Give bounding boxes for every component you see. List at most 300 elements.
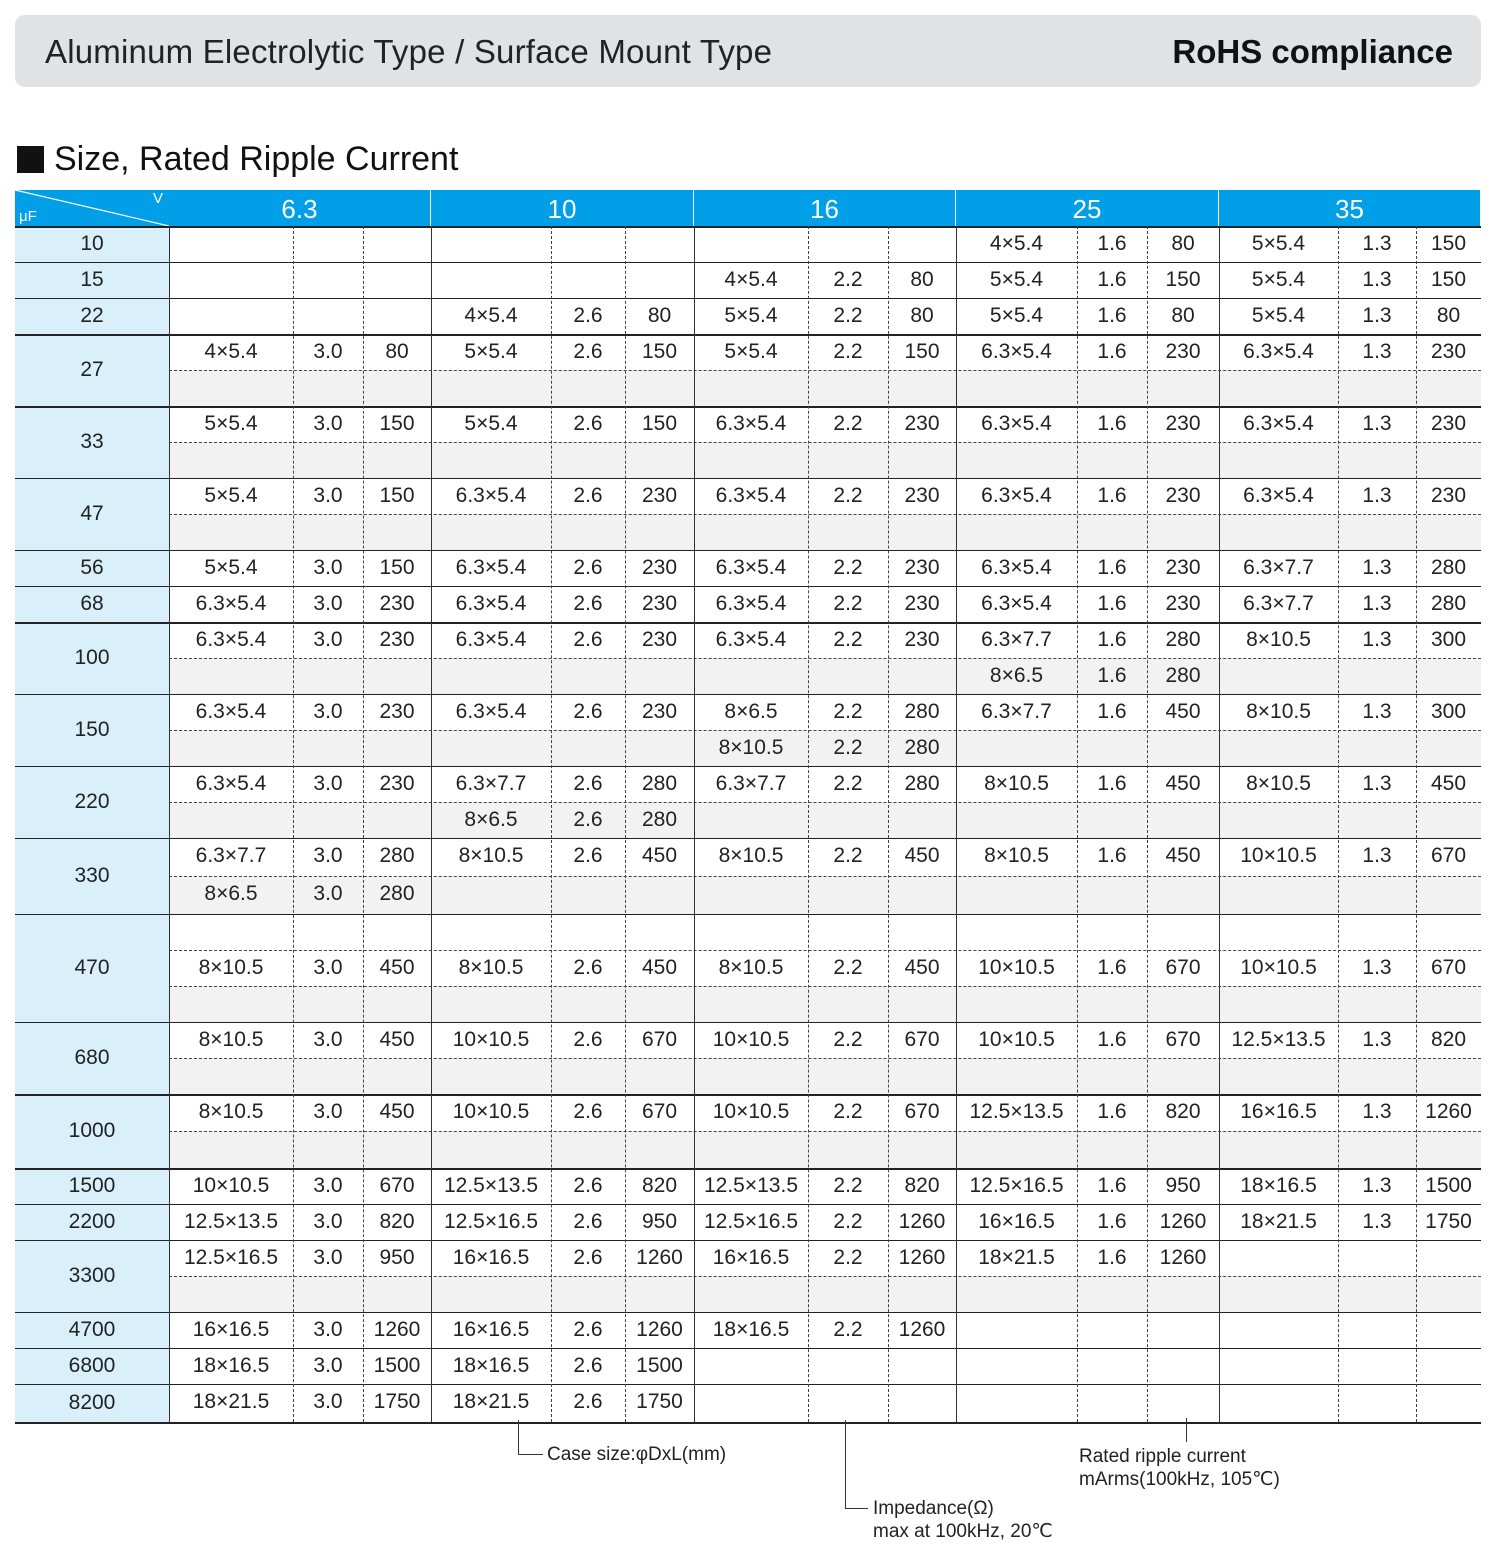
case-size-value: 10×10.5 [1240, 956, 1317, 979]
ripple-current-value: 450 [1430, 772, 1467, 795]
subcolumn-divider [1147, 226, 1148, 1422]
voltage-header-16: 16 [694, 190, 956, 226]
case-size-value: 8×10.5 [458, 844, 524, 867]
voltage-unit-label: V [152, 190, 163, 207]
row-shade-band [169, 802, 1481, 838]
case-size-value: 12.5×16.5 [183, 1246, 278, 1269]
row-border [15, 1422, 1481, 1424]
impedance-value: 2.2 [833, 484, 863, 507]
impedance-value: 1.6 [1097, 1028, 1127, 1051]
capacitance-cell: 330 [15, 838, 169, 914]
capacitance-cell: 6800 [15, 1348, 169, 1384]
ripple-current-value: 280 [904, 736, 940, 759]
row-shade-band [169, 514, 1481, 550]
row-subline-separator [169, 1131, 1481, 1132]
impedance-value: 1.3 [1362, 304, 1392, 327]
row-border [15, 478, 1481, 479]
case-size-value: 16×16.5 [452, 1246, 530, 1269]
impedance-value: 3.0 [313, 556, 343, 579]
capacitance-cell: 56 [15, 550, 169, 586]
impedance-value: 1.6 [1097, 664, 1127, 687]
impedance-value: 1.6 [1097, 1100, 1127, 1123]
case-size-value: 8×10.5 [984, 772, 1049, 795]
case-size-value: 6.3×5.4 [1243, 340, 1314, 363]
case-size-value: 12.5×13.5 [443, 1174, 538, 1197]
impedance-value: 3.0 [313, 1390, 343, 1413]
ripple-current-value: 230 [904, 592, 940, 615]
impedance-value: 2.2 [833, 1028, 863, 1051]
impedance-value: 3.0 [313, 1028, 343, 1051]
impedance-value: 3.0 [313, 412, 343, 435]
ripple-current-value: 230 [641, 556, 678, 579]
capacitance-cell: 68 [15, 586, 169, 622]
impedance-value: 1.6 [1097, 484, 1127, 507]
ripple-current-value: 1260 [373, 1318, 421, 1341]
case-size-value: 8×10.5 [198, 1028, 264, 1051]
impedance-note-line1: Impedance(Ω) [873, 1498, 994, 1519]
ripple-current-value: 280 [1165, 664, 1201, 687]
ripple-current-value: 280 [379, 882, 415, 905]
case-size-value: 6.3×5.4 [981, 484, 1052, 507]
case-size-value: 18×21.5 [452, 1390, 530, 1413]
ripple-current-value: 230 [1430, 340, 1467, 363]
ripple-current-value: 450 [1165, 772, 1201, 795]
group-divider [431, 226, 432, 1422]
case-size-value: 16×16.5 [452, 1318, 530, 1341]
ripple-current-value: 150 [641, 340, 678, 363]
case-size-value: 5×5.4 [464, 340, 518, 363]
ripple-current-value: 1260 [636, 1246, 683, 1269]
case-size-value: 12.5×13.5 [969, 1100, 1064, 1123]
ripple-current-value: 950 [641, 1210, 678, 1233]
ripple-current-value: 280 [641, 808, 678, 831]
case-size-value: 16×16.5 [712, 1246, 790, 1269]
case-size-value: 8×6.5 [204, 882, 258, 905]
row-border [15, 1168, 1481, 1170]
case-size-value: 6.3×7.7 [981, 700, 1052, 723]
ripple-current-value: 450 [904, 844, 940, 867]
voltage-header-25: 25 [956, 190, 1219, 226]
subcolumn-divider [625, 226, 626, 1422]
capacitance-cell: 2200 [15, 1204, 169, 1240]
case-size-value: 6.3×5.4 [455, 556, 527, 579]
case-size-value: 6.3×7.7 [715, 772, 787, 795]
ripple-current-value: 150 [641, 412, 678, 435]
ripple-current-value: 1260 [636, 1318, 683, 1341]
case-size-value: 6.3×5.4 [981, 340, 1052, 363]
ripple-current-value: 1260 [1425, 1100, 1472, 1123]
subcolumn-divider [808, 226, 809, 1422]
ripple-current-value: 820 [1430, 1028, 1467, 1051]
ripple-current-value: 450 [379, 1028, 415, 1051]
row-subline-separator [169, 1058, 1481, 1059]
case-size-value: 6.3×5.4 [195, 772, 267, 795]
capacitance-cell: 1500 [15, 1168, 169, 1204]
impedance-value: 2.6 [573, 592, 603, 615]
case-size-value: 6.3×7.7 [455, 772, 527, 795]
impedance-value: 2.2 [833, 1318, 863, 1341]
impedance-value: 1.3 [1362, 484, 1392, 507]
impedance-value: 2.2 [833, 844, 863, 867]
impedance-value: 1.6 [1097, 772, 1127, 795]
impedance-value: 3.0 [313, 484, 343, 507]
ripple-current-value: 670 [1430, 844, 1467, 867]
case-size-value: 8×10.5 [1246, 700, 1311, 723]
group-divider [956, 226, 957, 1422]
case-size-value: 10×10.5 [978, 956, 1055, 979]
case-size-value: 6.3×5.4 [195, 628, 267, 651]
impedance-value: 2.6 [573, 1354, 603, 1377]
impedance-value: 2.6 [573, 628, 603, 651]
impedance-value: 2.6 [573, 484, 603, 507]
impedance-value: 1.6 [1097, 628, 1127, 651]
case-size-value: 18×16.5 [192, 1354, 270, 1377]
ripple-current-value: 230 [379, 628, 415, 651]
case-size-value: 6.3×5.4 [455, 484, 527, 507]
impedance-value: 2.6 [573, 808, 603, 831]
ripple-current-value: 300 [1430, 700, 1467, 723]
impedance-value: 3.0 [313, 956, 343, 979]
case-size-value: 8×6.5 [464, 808, 518, 831]
impedance-value: 1.6 [1097, 268, 1127, 291]
case-size-value: 6.3×5.4 [1243, 412, 1314, 435]
case-size-value: 18×21.5 [1240, 1210, 1317, 1233]
group-divider [694, 226, 695, 1422]
case-size-value: 16×16.5 [978, 1210, 1055, 1233]
ripple-current-note [1079, 1445, 1280, 1491]
impedance-value: 1.3 [1362, 592, 1392, 615]
case-size-value: 5×5.4 [204, 484, 258, 507]
ripple-current-value: 230 [1430, 412, 1467, 435]
ripple-current-value: 280 [1430, 556, 1467, 579]
impedance-value: 2.6 [573, 956, 603, 979]
case-size-value: 6.3×5.4 [715, 556, 787, 579]
capacitance-cell: 10 [15, 226, 169, 262]
ripple-current-value: 280 [904, 700, 940, 723]
capacitance-cell: 1000 [15, 1094, 169, 1168]
ripple-current-value: 150 [1430, 268, 1467, 291]
row-border [15, 914, 1481, 915]
row-shade-band [169, 1131, 1481, 1168]
impedance-value: 2.2 [833, 736, 863, 759]
impedance-value: 1.3 [1362, 1174, 1392, 1197]
subcolumn-divider [1416, 226, 1417, 1422]
case-size-value: 10×10.5 [1240, 844, 1317, 867]
impedance-value: 1.6 [1097, 1174, 1127, 1197]
case-size-value: 6.3×7.7 [1243, 556, 1314, 579]
impedance-value: 1.3 [1362, 232, 1392, 255]
ripple-current-value: 1260 [898, 1318, 946, 1341]
case-size-value: 6.3×5.4 [455, 592, 527, 615]
ripple-current-value: 230 [641, 592, 678, 615]
capacitance-cell: 150 [15, 694, 169, 766]
row-border [15, 586, 1481, 587]
case-size-leader-line [518, 1420, 543, 1455]
ripple-current-value: 80 [910, 268, 934, 291]
case-size-value: 6.3×7.7 [195, 844, 267, 867]
impedance-value: 2.2 [833, 340, 863, 363]
ripple-current-value: 450 [641, 956, 678, 979]
ripple-current-value: 670 [1430, 956, 1467, 979]
ripple-current-value: 150 [1430, 232, 1467, 255]
impedance-value: 1.3 [1362, 268, 1392, 291]
row-shade-band [169, 442, 1481, 478]
impedance-value: 3.0 [313, 772, 343, 795]
ripple-current-value: 670 [1165, 1028, 1201, 1051]
case-size-value: 12.5×13.5 [1231, 1028, 1326, 1051]
ripple-current-value: 1500 [373, 1354, 421, 1377]
impedance-value: 1.3 [1362, 772, 1392, 795]
ripple-current-value: 230 [1165, 484, 1201, 507]
document-title: Aluminum Electrolytic Type / Surface Mount Type [45, 33, 773, 70]
case-size-value: 6.3×5.4 [1243, 484, 1314, 507]
group-divider [1219, 226, 1220, 1422]
impedance-value: 1.3 [1362, 628, 1392, 651]
impedance-value: 3.0 [313, 700, 343, 723]
row-subline-separator [169, 514, 1481, 515]
subcolumn-divider [293, 226, 294, 1422]
row-border [15, 298, 1481, 299]
case-size-value: 10×10.5 [712, 1100, 790, 1123]
impedance-value: 3.0 [313, 628, 343, 651]
impedance-value: 3.0 [313, 1100, 343, 1123]
impedance-value: 1.3 [1362, 956, 1392, 979]
case-size-value: 6.3×5.4 [195, 592, 267, 615]
ripple-current-value: 230 [379, 700, 415, 723]
black-square-icon [17, 146, 44, 173]
row-shade-band [169, 658, 1481, 694]
impedance-value: 2.2 [833, 304, 863, 327]
capacitance-cell: 27 [15, 334, 169, 406]
ripple-current-value: 670 [641, 1100, 678, 1123]
case-size-value: 18×21.5 [192, 1390, 270, 1413]
row-subline-separator [169, 442, 1481, 443]
case-size-value: 6.3×5.4 [981, 412, 1052, 435]
capacitance-cell: 33 [15, 406, 169, 478]
impedance-value: 3.0 [313, 1318, 343, 1341]
impedance-value: 1.3 [1362, 340, 1392, 363]
row-subline-separator [169, 876, 1481, 877]
impedance-note-line2: max at 100kHz, 20℃ [873, 1521, 1053, 1542]
row-border [15, 1240, 1481, 1241]
impedance-value: 1.6 [1097, 956, 1127, 979]
ripple-leader-line [1186, 1418, 1187, 1442]
row-subline-separator [169, 1276, 1481, 1277]
impedance-value: 3.0 [313, 844, 343, 867]
case-size-value: 5×5.4 [464, 412, 518, 435]
ripple-current-value: 450 [641, 844, 678, 867]
row-shade-band [169, 914, 1481, 950]
impedance-value: 3.0 [313, 882, 343, 905]
case-size-value: 6.3×7.7 [981, 628, 1052, 651]
ripple-current-value: 950 [1165, 1174, 1201, 1197]
row-shade-band [169, 1058, 1481, 1094]
impedance-value: 2.6 [573, 844, 603, 867]
impedance-value: 1.3 [1362, 700, 1392, 723]
ripple-current-value: 450 [1165, 700, 1201, 723]
ripple-current-value: 280 [1165, 628, 1201, 651]
case-size-value: 8×10.5 [1246, 628, 1311, 651]
ripple-current-value: 230 [904, 556, 940, 579]
ripple-current-value: 670 [1165, 956, 1201, 979]
ripple-current-value: 150 [379, 484, 415, 507]
ripple-current-value: 230 [641, 628, 678, 651]
header-bottom-border [15, 226, 1481, 228]
ripple-current-value: 150 [379, 412, 415, 435]
case-size-value: 8×10.5 [718, 956, 784, 979]
case-size-value: 8×10.5 [1246, 772, 1311, 795]
ripple-current-value: 1260 [1159, 1246, 1207, 1269]
row-subline-separator [169, 802, 1481, 803]
impedance-value: 2.2 [833, 1246, 863, 1269]
capacitance-cell: 4700 [15, 1312, 169, 1348]
impedance-value: 1.3 [1362, 412, 1392, 435]
impedance-note [873, 1497, 1053, 1543]
impedance-value: 2.2 [833, 1174, 863, 1197]
case-size-value: 8×6.5 [724, 700, 778, 723]
row-subline-separator [169, 730, 1481, 731]
case-size-value: 8×10.5 [458, 956, 524, 979]
row-subline-separator [169, 658, 1481, 659]
case-size-value: 6.3×5.4 [981, 556, 1052, 579]
case-size-value: 6.3×5.4 [455, 700, 527, 723]
case-size-value: 10×10.5 [452, 1028, 530, 1051]
ripple-current-value: 150 [379, 556, 415, 579]
ripple-current-value: 230 [1165, 556, 1201, 579]
case-size-value: 5×5.4 [724, 340, 778, 363]
impedance-value: 1.6 [1097, 556, 1127, 579]
capacitance-unit-label: μF [19, 208, 37, 225]
case-size-value: 6.3×5.4 [195, 700, 267, 723]
case-size-note: Case size:φDxL(mm) [547, 1444, 727, 1465]
row-border [15, 1204, 1481, 1205]
impedance-value: 2.2 [833, 556, 863, 579]
case-size-value: 6.3×5.4 [455, 628, 527, 651]
case-size-value: 10×10.5 [978, 1028, 1055, 1051]
impedance-value: 1.6 [1097, 304, 1127, 327]
case-size-value: 12.5×16.5 [969, 1174, 1064, 1197]
case-size-value: 6.3×5.4 [715, 484, 787, 507]
ripple-current-value: 670 [904, 1028, 940, 1051]
impedance-value: 3.0 [313, 1246, 343, 1269]
case-size-value: 18×16.5 [1240, 1174, 1317, 1197]
case-size-value: 8×6.5 [989, 664, 1044, 687]
case-size-value: 6.3×5.4 [715, 628, 787, 651]
impedance-value: 2.2 [833, 700, 863, 723]
case-size-value: 5×5.4 [204, 412, 258, 435]
case-size-value: 5×5.4 [724, 304, 778, 327]
impedance-value: 1.6 [1097, 412, 1127, 435]
case-size-value: 16×16.5 [1240, 1100, 1317, 1123]
row-subline-separator [169, 950, 1481, 951]
ripple-current-value: 80 [385, 340, 409, 363]
capacitance-cell: 680 [15, 1022, 169, 1094]
row-border [15, 1094, 1481, 1096]
ripple-current-value: 450 [379, 1100, 415, 1123]
case-size-value: 6.3×5.4 [715, 592, 787, 615]
impedance-value: 2.6 [573, 1028, 603, 1051]
case-size-value: 5×5.4 [989, 304, 1044, 327]
row-shade-band [169, 986, 1481, 1022]
impedance-value: 1.3 [1362, 556, 1392, 579]
impedance-value: 2.2 [833, 956, 863, 979]
ripple-current-value: 230 [641, 484, 678, 507]
ripple-current-value: 450 [1165, 844, 1201, 867]
impedance-value: 1.6 [1097, 1210, 1127, 1233]
impedance-value: 3.0 [313, 592, 343, 615]
impedance-value: 2.6 [573, 340, 603, 363]
ripple-note-line2: mArms(100kHz, 105℃) [1079, 1469, 1280, 1490]
case-size-value: 18×21.5 [978, 1246, 1055, 1269]
case-size-value: 6.3×7.7 [1243, 592, 1314, 615]
ripple-current-value: 230 [904, 628, 940, 651]
subcolumn-divider [1338, 226, 1339, 1422]
ripple-current-value: 1260 [898, 1210, 946, 1233]
impedance-value: 2.2 [833, 592, 863, 615]
impedance-value: 3.0 [313, 1210, 343, 1233]
impedance-value: 2.6 [573, 1390, 603, 1413]
ripple-current-value: 230 [379, 592, 415, 615]
case-size-value: 18×16.5 [712, 1318, 790, 1341]
voltage-header-6-3: 6.3 [169, 190, 431, 226]
ripple-current-value: 80 [1436, 304, 1461, 327]
impedance-leader-line [845, 1420, 868, 1509]
impedance-value: 2.6 [573, 1210, 603, 1233]
impedance-value: 3.0 [313, 1354, 343, 1377]
case-size-value: 8×10.5 [718, 844, 784, 867]
subcolumn-divider [1077, 226, 1078, 1422]
impedance-value: 2.2 [833, 1100, 863, 1123]
ripple-current-value: 280 [641, 772, 678, 795]
ripple-current-value: 80 [1171, 304, 1195, 327]
ripple-current-value: 80 [647, 304, 672, 327]
row-shade-band [169, 1276, 1481, 1312]
group-divider [169, 226, 170, 1422]
case-size-value: 4×5.4 [724, 268, 778, 291]
subcolumn-divider [888, 226, 889, 1422]
ripple-current-value: 820 [1165, 1100, 1201, 1123]
row-border [15, 550, 1481, 551]
ripple-current-value: 230 [1430, 484, 1467, 507]
impedance-value: 2.6 [573, 304, 603, 327]
row-border [15, 262, 1481, 263]
corner-diagonal-icon [15, 190, 169, 226]
ripple-current-value: 670 [641, 1028, 678, 1051]
case-size-value: 8×10.5 [198, 1100, 264, 1123]
impedance-value: 2.6 [573, 412, 603, 435]
ripple-current-value: 80 [910, 304, 934, 327]
table-corner-cell [15, 190, 169, 226]
row-subline-separator [169, 986, 1481, 987]
ripple-note-line1: Rated ripple current [1079, 1446, 1246, 1467]
rohs-compliance-label: RoHS compliance [1172, 33, 1453, 70]
impedance-value: 1.6 [1097, 700, 1127, 723]
row-shade-band [169, 370, 1481, 406]
impedance-value: 1.6 [1097, 232, 1127, 255]
capacitance-cell: 3300 [15, 1240, 169, 1312]
ripple-current-value: 820 [904, 1174, 940, 1197]
case-size-value: 12.5×16.5 [703, 1210, 798, 1233]
ripple-current-value: 450 [904, 956, 940, 979]
ripple-current-value: 280 [379, 844, 415, 867]
case-size-value: 5×5.4 [1251, 304, 1306, 327]
ripple-current-value: 670 [379, 1174, 415, 1197]
ripple-current-value: 1260 [1159, 1210, 1207, 1233]
case-size-value: 6.3×5.4 [715, 412, 787, 435]
capacitance-cell: 220 [15, 766, 169, 838]
ripple-current-value: 1750 [1425, 1210, 1472, 1233]
ripple-current-value: 230 [1165, 412, 1201, 435]
